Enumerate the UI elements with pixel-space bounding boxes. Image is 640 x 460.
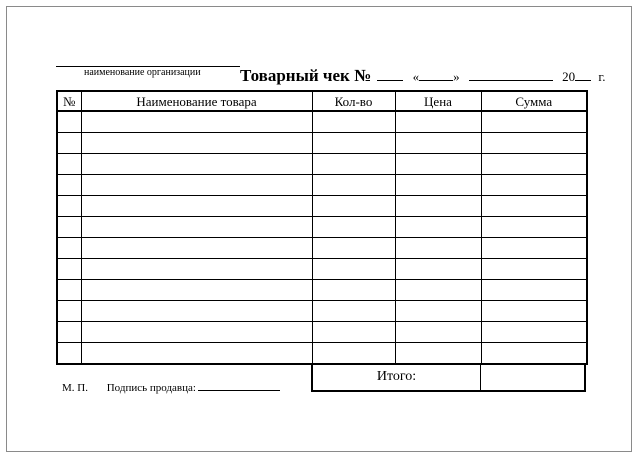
table-row (57, 217, 587, 238)
table-cell[interactable] (312, 111, 395, 133)
table-row (57, 175, 587, 196)
table-header-row (57, 91, 587, 111)
table-cell[interactable] (395, 301, 481, 322)
table-cell[interactable] (81, 154, 312, 175)
receipt-title: Товарный чек № (240, 66, 372, 85)
table-row (57, 133, 587, 154)
table-cell[interactable] (481, 154, 587, 175)
table-cell[interactable] (395, 217, 481, 238)
table-cell[interactable] (395, 175, 481, 196)
table-cell[interactable] (57, 238, 81, 259)
total-label: Итого: (313, 363, 481, 390)
table-cell[interactable] (312, 280, 395, 301)
receipt-title-row (240, 66, 606, 86)
table-cell[interactable] (395, 111, 481, 133)
table-row (57, 259, 587, 280)
signature-line[interactable] (198, 380, 280, 391)
table-cell[interactable] (481, 217, 587, 238)
year-prefix: 20 (562, 69, 576, 84)
table-row (57, 154, 587, 175)
table-row (57, 301, 587, 322)
quote-close: » (453, 69, 460, 84)
table-cell[interactable] (395, 154, 481, 175)
organization-caption: наименование организации (84, 67, 201, 78)
table-cell[interactable] (81, 259, 312, 280)
table-cell[interactable] (312, 154, 395, 175)
column-quantity-header: Кол-во (312, 91, 395, 111)
table-cell[interactable] (81, 280, 312, 301)
table-cell[interactable] (312, 175, 395, 196)
table-cell[interactable] (81, 322, 312, 343)
items-table (56, 90, 588, 365)
table-cell[interactable] (81, 238, 312, 259)
table-cell[interactable] (57, 133, 81, 154)
table-cell[interactable] (395, 133, 481, 154)
table-row (57, 322, 587, 343)
table-cell[interactable] (81, 111, 312, 133)
table-row (57, 343, 587, 365)
table-cell[interactable] (481, 238, 587, 259)
table-cell[interactable] (312, 238, 395, 259)
table-cell[interactable] (395, 280, 481, 301)
table-cell[interactable] (481, 259, 587, 280)
table-cell[interactable] (57, 217, 81, 238)
year-blank[interactable] (575, 68, 591, 81)
table-row (57, 238, 587, 259)
table-cell[interactable] (57, 196, 81, 217)
table-cell[interactable] (81, 133, 312, 154)
table-row (57, 111, 587, 133)
table-cell[interactable] (57, 343, 81, 365)
year-suffix: г. (598, 69, 606, 84)
table-cell[interactable] (481, 280, 587, 301)
total-box (311, 363, 586, 392)
table-cell[interactable] (312, 217, 395, 238)
table-cell[interactable] (57, 280, 81, 301)
table-cell[interactable] (312, 259, 395, 280)
quote-open: « (412, 69, 420, 84)
column-number-header: № (57, 91, 81, 111)
total-value-cell[interactable] (481, 363, 584, 390)
table-cell[interactable] (395, 322, 481, 343)
table-cell[interactable] (312, 322, 395, 343)
table-cell[interactable] (312, 343, 395, 365)
column-item-name-header: Наименование товара (81, 91, 312, 111)
table-row (57, 280, 587, 301)
table-cell[interactable] (57, 111, 81, 133)
table-cell[interactable] (57, 175, 81, 196)
month-blank[interactable] (469, 68, 553, 81)
table-row (57, 196, 587, 217)
table-cell[interactable] (481, 175, 587, 196)
signature-label: Подпись продавца: (106, 382, 196, 394)
table-cell[interactable] (57, 259, 81, 280)
column-sum-header: Сумма (481, 91, 587, 111)
table-cell[interactable] (395, 238, 481, 259)
table-cell[interactable] (312, 196, 395, 217)
column-price-header: Цена (395, 91, 481, 111)
table-cell[interactable] (81, 196, 312, 217)
table-cell[interactable] (81, 217, 312, 238)
table-cell[interactable] (481, 301, 587, 322)
table-cell[interactable] (81, 301, 312, 322)
table-cell[interactable] (481, 343, 587, 365)
table-cell[interactable] (312, 301, 395, 322)
table-cell[interactable] (395, 196, 481, 217)
table-cell[interactable] (312, 133, 395, 154)
table-cell[interactable] (57, 322, 81, 343)
table-cell[interactable] (481, 133, 587, 154)
table-cell[interactable] (481, 322, 587, 343)
stamp-label: М. П. (62, 382, 88, 394)
table-cell[interactable] (57, 301, 81, 322)
receipt-number-blank[interactable] (377, 68, 403, 81)
table-cell[interactable] (57, 154, 81, 175)
table-cell[interactable] (481, 111, 587, 133)
table-cell[interactable] (81, 175, 312, 196)
table-cell[interactable] (81, 343, 312, 365)
table-cell[interactable] (395, 259, 481, 280)
footer (62, 380, 280, 394)
day-blank[interactable] (419, 68, 453, 81)
table-cell[interactable] (395, 343, 481, 365)
table-cell[interactable] (481, 196, 587, 217)
